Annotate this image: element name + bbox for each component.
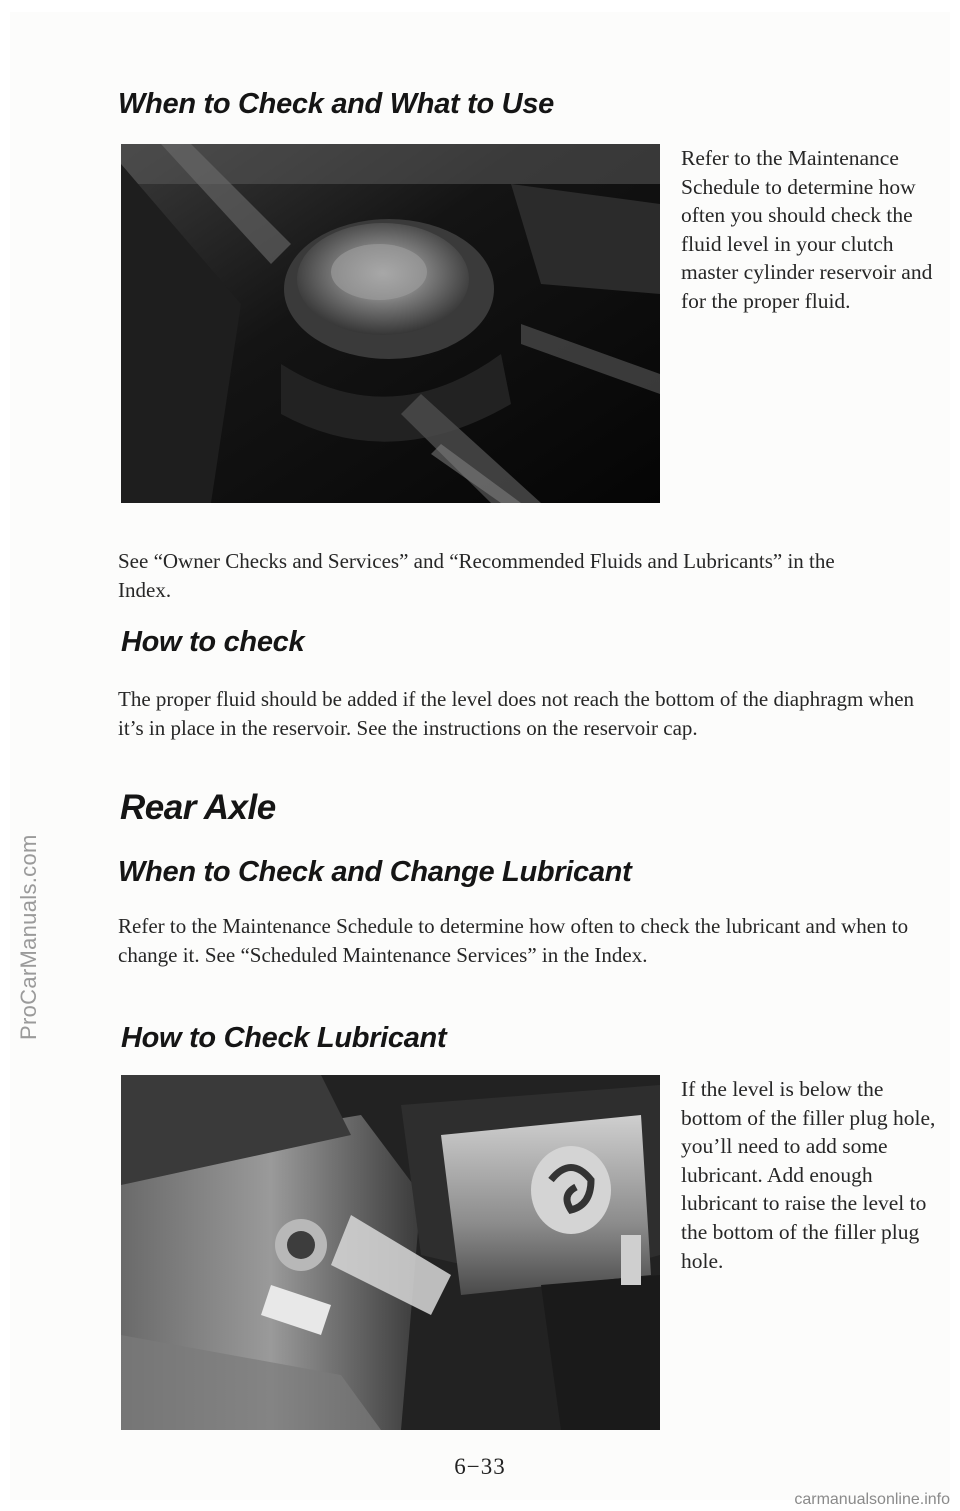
axle-side-text: If the level is below the bottom of the filler plug hole, you’ll need to add some lubricant. Add enough lubricant to raise the level to the bottom of the filler plug hole. — [681, 1077, 936, 1273]
clutch-how-to-check-text: The proper fluid should be added if the level does not reach the bottom of the diaphragm when it’s in place in the reservoir. See the instructions on the reservoir cap. — [118, 687, 915, 740]
rear-axle-filler-plug-photo — [121, 1075, 660, 1430]
footer-watermark: carmanualsonline.info — [794, 1491, 950, 1508]
clutch-see-index-text: See “Owner Checks and Services” and “Recommended Fluids and Lubricants” in the Index. — [118, 549, 835, 602]
clutch-reservoir-photo — [121, 144, 660, 503]
rear-axle-image — [121, 1075, 660, 1430]
clutch-side-text: Refer to the Maintenance Schedule to determine how often you should check the fluid level in your clutch master cylinder reservoir and for the proper fluid. — [681, 146, 933, 313]
side-watermark: ProCarManuals.com — [16, 834, 41, 1040]
heading-when-to-check-what-to-use: When to Check and What to Use — [118, 88, 554, 120]
axle-when-to-check-text: Refer to the Maintenance Schedule to determine how often to check the lubricant and when to change it. See “Scheduled Maintenance Services” in the Index. — [118, 914, 909, 967]
heading-how-to-check-lubricant: How to Check Lubricant — [121, 1022, 447, 1054]
clutch-reservoir-image — [121, 144, 660, 503]
heading-rear-axle: Rear Axle — [120, 788, 276, 827]
heading-how-to-check: How to check — [121, 626, 305, 658]
page-number: 6−33 — [454, 1454, 506, 1479]
heading-when-to-check-change-lubricant: When to Check and Change Lubricant — [118, 856, 632, 888]
